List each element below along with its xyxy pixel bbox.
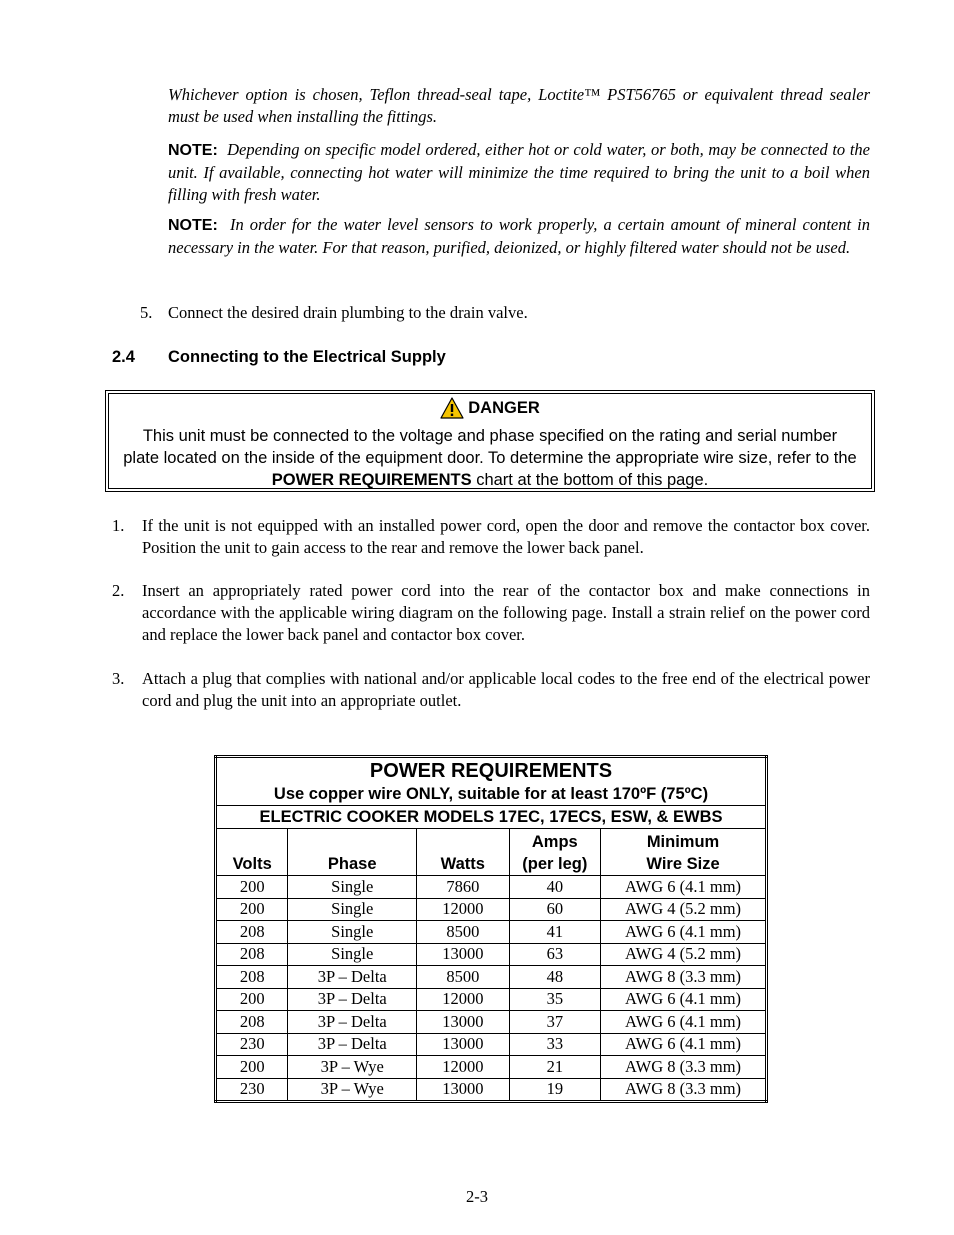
header-amps-line1: Amps bbox=[531, 833, 578, 851]
cell-volts: 200 bbox=[216, 898, 288, 921]
cell-phase: Single bbox=[288, 876, 417, 899]
cell-volts: 230 bbox=[216, 1033, 288, 1056]
cell-volts: 200 bbox=[216, 1056, 288, 1079]
table-row bbox=[216, 966, 767, 989]
cell-volts: 208 bbox=[216, 943, 288, 966]
cell-amps: 48 bbox=[509, 966, 600, 989]
step-text: Attach a plug that complies with national and/or applicable local codes to the free end of the electrical power cord and plug the unit into an appropriate outlet. bbox=[142, 669, 870, 710]
danger-heading bbox=[440, 397, 540, 419]
cell-watts: 12000 bbox=[417, 1056, 510, 1079]
header-wire-line2: Wire Size bbox=[646, 855, 720, 873]
header-amps-line2: (per leg) bbox=[522, 855, 588, 873]
table-title: POWER REQUIREMENTS bbox=[369, 760, 613, 782]
cell-watts: 8500 bbox=[417, 921, 510, 944]
section-number: 2.4 bbox=[112, 348, 135, 366]
cell-wire: AWG 8 (3.3 mm) bbox=[601, 1078, 767, 1102]
cell-phase: 3P – Delta bbox=[288, 988, 417, 1011]
table-row bbox=[216, 988, 767, 1011]
cell-amps: 33 bbox=[509, 1033, 600, 1056]
thread-sealer-paragraph bbox=[168, 84, 870, 128]
cell-watts: 13000 bbox=[417, 1078, 510, 1102]
step-text: Connect the desired drain plumbing to the drain valve. bbox=[168, 303, 528, 322]
table-title-row bbox=[216, 757, 767, 806]
step-3 bbox=[112, 668, 870, 712]
step-number: 1. bbox=[112, 516, 125, 535]
note-hot-cold-water bbox=[168, 139, 870, 206]
table-subtitle: Use copper wire ONLY, suitable for at least 170ºF (75ºC) bbox=[273, 785, 709, 803]
cell-phase: 3P – Delta bbox=[288, 1011, 417, 1034]
note-label: NOTE: bbox=[168, 217, 218, 234]
table-header-row bbox=[216, 829, 767, 876]
cell-volts: 230 bbox=[216, 1078, 288, 1102]
cell-wire: AWG 6 (4.1 mm) bbox=[601, 1011, 767, 1034]
page-number bbox=[0, 1186, 954, 1208]
cell-amps: 63 bbox=[509, 943, 600, 966]
table-row bbox=[216, 943, 767, 966]
cell-wire: AWG 8 (3.3 mm) bbox=[601, 1056, 767, 1079]
cell-amps: 37 bbox=[509, 1011, 600, 1034]
cell-wire: AWG 6 (4.1 mm) bbox=[601, 988, 767, 1011]
cell-volts: 208 bbox=[216, 921, 288, 944]
cell-phase: 3P – Wye bbox=[288, 1078, 417, 1102]
table-row bbox=[216, 1011, 767, 1034]
table-row bbox=[216, 876, 767, 899]
cell-volts: 200 bbox=[216, 988, 288, 1011]
warning-triangle-icon bbox=[440, 397, 464, 419]
danger-title: DANGER bbox=[468, 399, 540, 417]
cell-watts: 13000 bbox=[417, 1011, 510, 1034]
cell-wire: AWG 4 (5.2 mm) bbox=[601, 898, 767, 921]
danger-text-bold: POWER REQUIREMENTS bbox=[271, 471, 472, 489]
power-requirements-table bbox=[214, 755, 768, 1103]
header-phase: Phase bbox=[288, 829, 417, 876]
step-1 bbox=[112, 515, 870, 559]
table-row bbox=[216, 1033, 767, 1056]
cell-amps: 41 bbox=[509, 921, 600, 944]
header-wire-line1: Minimum bbox=[646, 833, 720, 851]
table-row bbox=[216, 921, 767, 944]
cell-phase: 3P – Wye bbox=[288, 1056, 417, 1079]
cell-amps: 60 bbox=[509, 898, 600, 921]
step-2 bbox=[112, 580, 870, 646]
cell-watts: 8500 bbox=[417, 966, 510, 989]
table-row bbox=[216, 898, 767, 921]
step-5 bbox=[140, 302, 870, 324]
header-watts: Watts bbox=[417, 829, 510, 876]
cell-amps: 19 bbox=[509, 1078, 600, 1102]
cell-wire: AWG 6 (4.1 mm) bbox=[601, 876, 767, 899]
thread-sealer-text: Whichever option is chosen, Teflon thread-seal tape, Loctite™ PST56765 or equivalent thread sealer must be used when installing the fittings. bbox=[168, 85, 870, 126]
cell-wire: AWG 8 (3.3 mm) bbox=[601, 966, 767, 989]
danger-text-before: This unit must be connected to the voltage and phase specified on the rating and serial number plate located on the inside of the equipment door. To determine the appropriate wire size, refer to the bbox=[123, 427, 857, 467]
cell-wire: AWG 4 (5.2 mm) bbox=[601, 943, 767, 966]
table-models-row bbox=[216, 806, 767, 829]
page-number-text: 2-3 bbox=[466, 1187, 488, 1206]
cell-phase: Single bbox=[288, 898, 417, 921]
step-number: 5. bbox=[140, 303, 153, 322]
danger-text-after: chart at the bottom of this page. bbox=[471, 471, 709, 489]
table-row bbox=[216, 1078, 767, 1102]
step-text: Insert an appropriately rated power cord into the rear of the contactor box and make connections in accordance with the applicable wiring diagram on the following page. Install a strain relief on the power cord and replace the lower back panel and contactor box cover. bbox=[142, 581, 870, 644]
section-heading bbox=[112, 346, 446, 368]
note-mineral-content bbox=[168, 214, 870, 259]
cell-phase: 3P – Delta bbox=[288, 966, 417, 989]
cell-watts: 13000 bbox=[417, 1033, 510, 1056]
cell-amps: 40 bbox=[509, 876, 600, 899]
cell-wire: AWG 6 (4.1 mm) bbox=[601, 1033, 767, 1056]
danger-box bbox=[108, 393, 872, 489]
step-text: If the unit is not equipped with an installed power cord, open the door and remove the contactor box cover. Position the unit to gain access to the rear and remove the lower back panel. bbox=[142, 516, 870, 557]
cell-watts: 7860 bbox=[417, 876, 510, 899]
table-models: ELECTRIC COOKER MODELS 17EC, 17ECS, ESW, & EWBS bbox=[216, 806, 767, 829]
cell-watts: 12000 bbox=[417, 898, 510, 921]
cell-volts: 208 bbox=[216, 1011, 288, 1034]
danger-message bbox=[109, 425, 871, 491]
cell-amps: 21 bbox=[509, 1056, 600, 1079]
cell-phase: 3P – Delta bbox=[288, 1033, 417, 1056]
cell-watts: 13000 bbox=[417, 943, 510, 966]
cell-phase: Single bbox=[288, 921, 417, 944]
step-number: 2. bbox=[112, 581, 125, 600]
cell-amps: 35 bbox=[509, 988, 600, 1011]
note-label: NOTE: bbox=[168, 142, 218, 159]
note-text: In order for the water level sensors to work properly, a certain amount of mineral content in necessary in the water. For that reason, purified, deionized, or highly filtered water should not be used. bbox=[168, 215, 870, 257]
cell-volts: 208 bbox=[216, 966, 288, 989]
note-text: Depending on specific model ordered, either hot or cold water, or both, may be connected to the unit. If available, connecting hot water will minimize the time required to bring the unit to a boil when filling with fresh water. bbox=[168, 140, 870, 204]
step-number: 3. bbox=[112, 669, 125, 688]
cell-wire: AWG 6 (4.1 mm) bbox=[601, 921, 767, 944]
cell-volts: 200 bbox=[216, 876, 288, 899]
header-volts: Volts bbox=[216, 829, 288, 876]
cell-phase: Single bbox=[288, 943, 417, 966]
header-wire-size bbox=[601, 829, 767, 876]
section-title: Connecting to the Electrical Supply bbox=[168, 348, 446, 366]
table-row bbox=[216, 1056, 767, 1079]
cell-watts: 12000 bbox=[417, 988, 510, 1011]
header-amps bbox=[509, 829, 600, 876]
